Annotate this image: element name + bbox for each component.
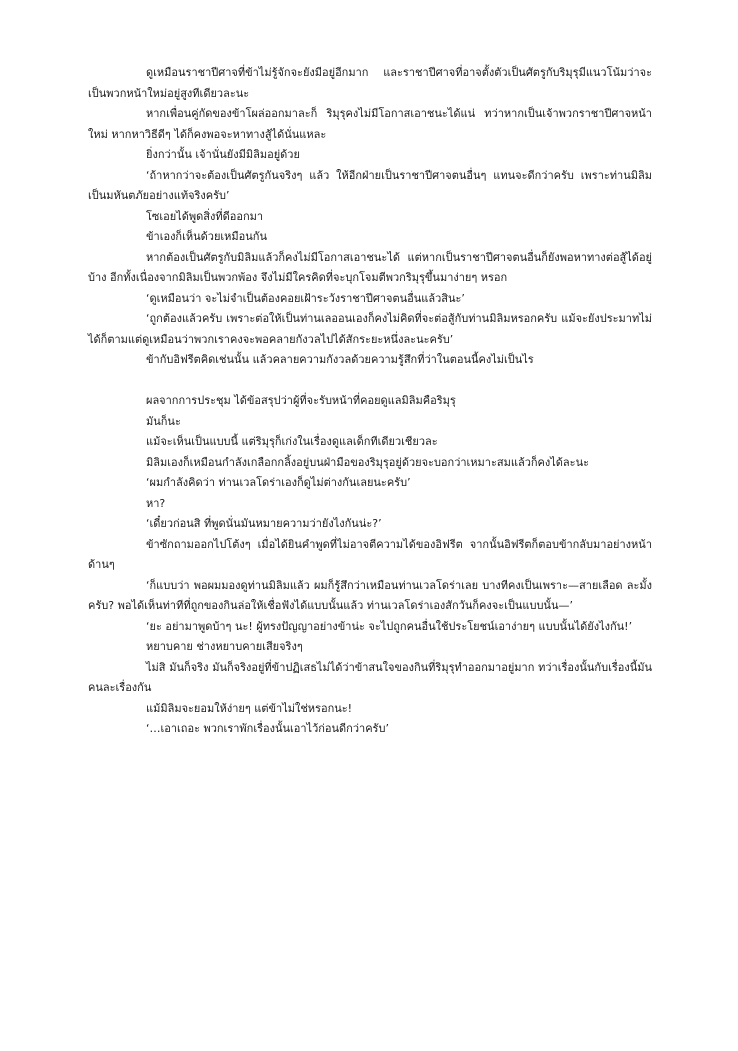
paragraph: หากเพื่อนคู่กัดของข้าโผล่ออกมาละก็ ริมุรุคงไม่มีโอกาสเอาชนะได้แน่ ทว่าหากเป็นเจ้าพวกราชาปีศาจหน้าใหม่ หากหาวิธีดีๆ ได้ก็คงพอจะหาทางสู้ได้นั่นแหละ — [88, 107, 652, 141]
paragraph: ไม่สิ มันก็จริง มันก็จริงอยู่ที่ข้าปฏิเสธไม่ได้ว่าข้าสนใจของกินที่ริมุรุทำออกมาอยู่มาก ทว่าเรื่องนั้นกับเรื่องนี้มันคนละเรื่องกัน — [88, 660, 652, 694]
paragraph: ‘ถูกต้องแล้วครับ เพราะต่อให้เป็นท่านเลออนเองก็คงไม่คิดที่จะต่อสู้กับท่านมิลิมหรอกครับ แม้จะยังประมาทไม่ได้ก็ตามแต่ดูเหมือนว่าพวกเราคงจะพอคลายกังวลไปได้สักระยะหนึ่งละนะครับ’ — [88, 312, 652, 346]
paragraph: ข้ากับอิฟรีตคิดเช่นนั้น แล้วคลายความกังวลด้วยความรู้สึกที่ว่าในตอนนี้คงไม่เป็นไร — [146, 353, 534, 366]
paragraph: โซเอยได้พูดสิ่งที่ดีออกมา — [146, 209, 264, 223]
paragraph: ยิ่งกว่านั้น เจ้านั่นยังมีมิลิมอยู่ด้วย — [146, 148, 300, 161]
paragraph: ‘…เอาเถอะ พวกเราพักเรื่องนั้นเอาไว้ก่อนดีกว่าครับ’ — [146, 722, 389, 735]
paragraph: ‘ผมกำลังคิดว่า ท่านเวลโดร่าเองก็ดูไม่ต่างกันเลยนะครับ’ — [146, 476, 411, 489]
paragraph: ‘เดี๋ยวก่อนสิ ที่พูดนั่นมันหมายความว่ายังไงกันน่ะ?’ — [146, 517, 382, 530]
paragraph: แม้มิลิมจะยอมให้ง่ายๆ แต่ข้าไม่ใช่หรอกนะ! — [146, 701, 353, 715]
paragraph: ‘ดูเหมือนว่า จะไม่จำเป็นต้องคอยเฝ้าระวังราชาปีศาจตนอื่นแล้วสินะ’ — [146, 291, 465, 305]
paragraph: ‘ก็แบบว่า พอผมมองดูท่านมิลิมแล้ว ผมก็รู้สึกว่าเหมือนท่านเวลโดร่าเลย บางทีคงเป็นเพราะ—สายเลือด ละมั้งครับ? พอได้เห็นท่าทีที่ถูกของกินล่อให้เชื่อฟังได้แบบนั้นแล้ว ท่านเวลโดร่าเองสักวันก็คงจะเป็นแบบนั้น—’ — [88, 578, 652, 612]
body-text — [88, 63, 652, 740]
paragraph: ‘ยะ อย่ามาพูดบ้าๆ นะ! ผู้ทรงปัญญาอย่างข้าน่ะ จะไปถูกคนอื่นใช้ประโยชน์เอาง่ายๆ แบบนั้นได้ยังไงกัน!’ — [146, 619, 633, 633]
paragraph: มันก็นะ — [146, 414, 181, 428]
paragraph: ข้าซักถามออกไปโต้งๆ เมื่อได้ยินคำพูดที่ไม่อาจตีความได้ของอิฟรีต จากนั้นอิฟรีตก็ตอบข้ากลับมาอย่างหน้าด้านๆ — [88, 537, 652, 571]
paragraph-break — [88, 371, 652, 392]
paragraph: หา? — [146, 496, 166, 510]
paragraph: ดูเหมือนราชาปีศาจที่ข้าไม่รู้จักจะยังมีอยู่อีกมาก และราชาปีศาจที่อาจตั้งตัวเป็นศัตรูกับริมุรุมีแนวโน้มว่าจะเป็นพวกหน้าใหม่อยู่สูงทีเดียวละนะ — [88, 66, 652, 100]
paragraph: หากต้องเป็นศัตรูกับมิลิมแล้วก็คงไม่มีโอกาสเอาชนะได้ แต่หากเป็นราชาปีศาจตนอื่นก็ยังพอหาทางต่อสู้ได้อยู่บ้าง อีกทั้งเนื่องจากมิลิมเป็นพวกพ้อง จึงไม่มีใครคิดที่จะบุกโจมตีพวกริมุรุขึ้นมาง่ายๆ หรอก — [88, 250, 652, 284]
paragraph: มิลิมเองก็เหมือนกำลังเกลือกกลิ้งอยู่บนฝ่ามือของริมุรุอยู่ด้วยจะบอกว่าเหมาะสมแล้วก็คงได้ละนะ — [146, 455, 590, 469]
paragraph: แม้จะเห็นเป็นแบบนี้ แต่ริมุรุก็เก่งในเรื่องดูแลเด็กทีเดียวเชียวละ — [146, 435, 438, 448]
paragraph: ผลจากการประชุม ได้ข้อสรุปว่าผู้ที่จะรับหน้าที่คอยดูแลมิลิมคือริมุรุ — [146, 394, 456, 407]
paragraph: ข้าเองก็เห็นด้วยเหมือนกัน — [146, 230, 267, 243]
paragraph: ‘ถ้าหากว่าจะต้องเป็นศัตรูกันจริงๆ แล้ว ให้อีกฝ่ายเป็นราชาปีศาจตนอื่นๆ แทนจะดีกว่าครับ เพราะท่านมิลิมเป็นมหันตภัยอย่างแท้จริงครับ’ — [88, 168, 652, 202]
paragraph: หยาบคาย ช่างหยาบคายเสียจริงๆ — [146, 640, 303, 653]
